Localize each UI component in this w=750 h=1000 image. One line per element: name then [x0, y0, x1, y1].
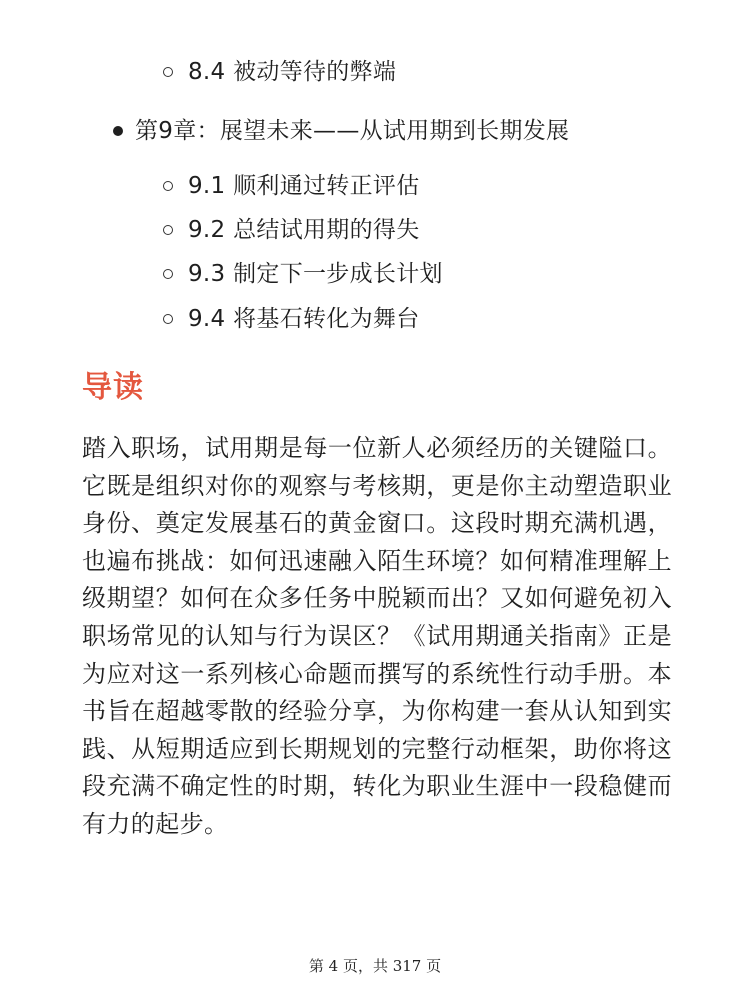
toc-subitem-9-4[interactable]: 9.4 将基石转化为舞台 — [188, 306, 420, 332]
intro-paragraph: 踏入职场，试用期是每一位新人必须经历的关键隘口。它既是组织对你的观察与考核期，更是你主动塑造职业身份、奠定发展基石的黄金窗口。这段时期充满机遇，也遍布挑战：如何迅速融入陌生环境？如何精准理解上级期望？如何在众多任务中脱颖而出？又如何避免初入职场常见的认知与行为误区？《试用期通关指南》正是为应对这一系列核心命题而撰写的系统性行动手册。本书旨在超越零散的经验分享，为你构建一套从认知到实践、从短期适应到长期规划的完整行动框架，助你将这段充满不确定性的时期，转化为职业生涯中一段稳健而有力的起步。 — [82, 434, 672, 838]
hollow-bullet-icon — [163, 225, 173, 235]
hollow-bullet-icon — [163, 314, 173, 324]
hollow-bullet-icon — [163, 67, 173, 77]
hollow-bullet-icon — [163, 269, 173, 279]
hollow-bullet-icon — [163, 181, 173, 191]
filled-bullet-icon — [113, 126, 123, 136]
page-number-footer: 第 4 页，共 317 页 — [308, 957, 442, 975]
toc-subitem-9-2[interactable]: 9.2 总结试用期的得失 — [188, 217, 420, 243]
toc-subitem-8-4[interactable]: 8.4 被动等待的弊端 — [188, 59, 397, 85]
toc-subitem-9-1[interactable]: 9.1 顺利通过转正评估 — [188, 173, 420, 199]
section-heading: 导读 — [82, 370, 144, 405]
toc-chapter-9[interactable]: 第9章：展望未来——从试用期到长期发展 — [135, 118, 570, 144]
toc-subitem-9-3[interactable]: 9.3 制定下一步成长计划 — [188, 261, 443, 287]
